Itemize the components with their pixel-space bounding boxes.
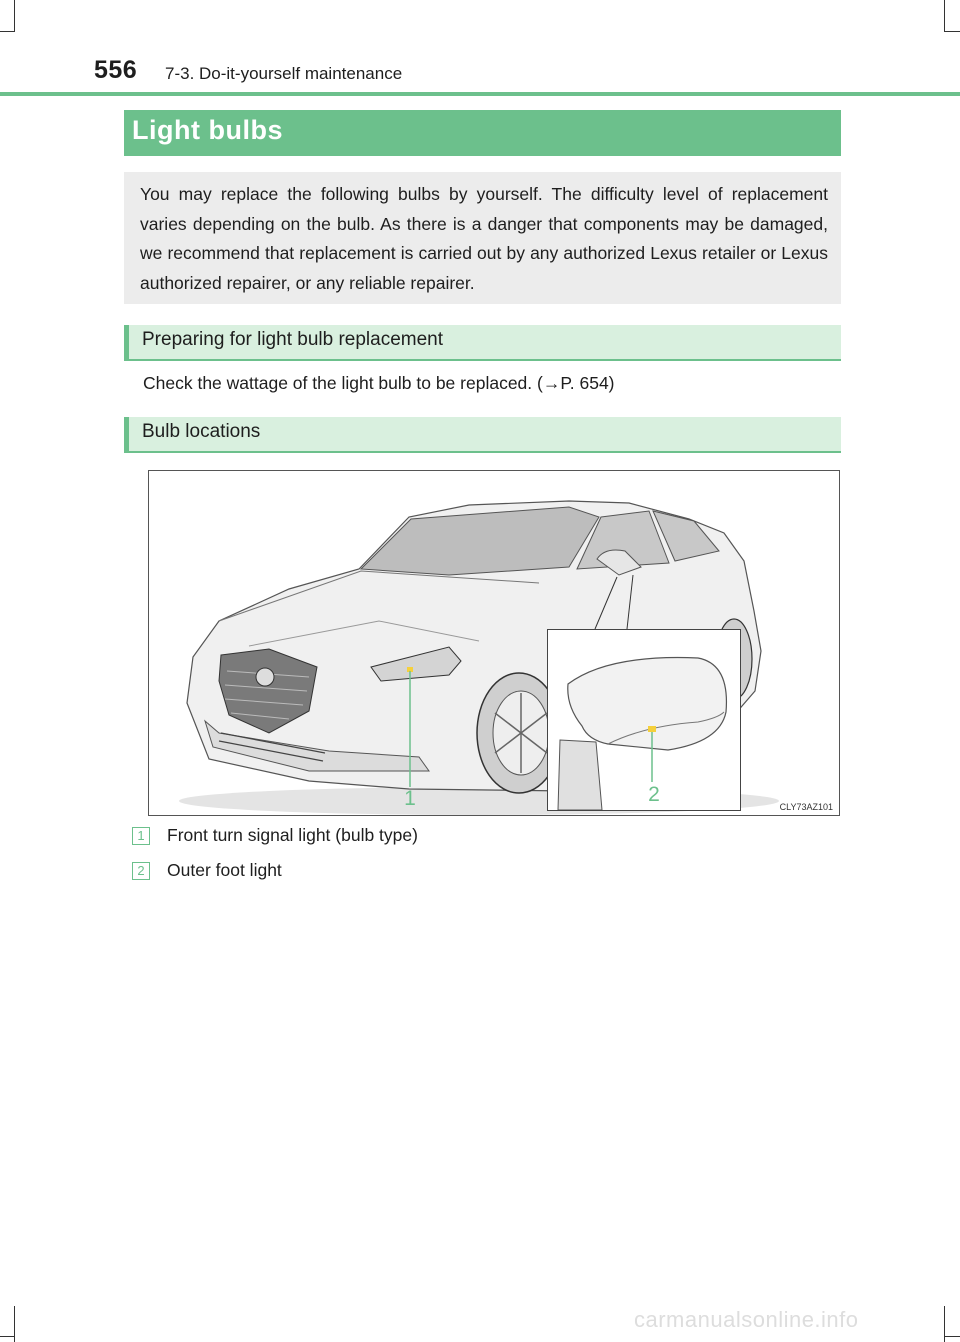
legend-number: 1 — [132, 827, 150, 845]
legend-number: 2 — [132, 862, 150, 880]
intro-box — [124, 172, 841, 304]
figure-code: CLY73AZ101 — [779, 802, 833, 812]
bulb-locations-figure — [148, 470, 840, 816]
crop-mark-top-left-h — [0, 31, 14, 32]
crop-mark-top-right-v — [944, 0, 945, 32]
crop-mark-bottom-left-h — [0, 1336, 14, 1337]
section-title-bar — [124, 110, 841, 156]
watermark: carmanualsonline.info — [634, 1307, 859, 1332]
crop-mark-bottom-left-v — [14, 1306, 15, 1342]
intro-text: You may replace the following bulbs by yourself. The difficulty level of replacement varies depending on the bulb. As there is a danger that components may be damaged, we recommend that replacement is carried out by any authorized Lexus retailer or Lexus authorized repairer, or any reliable repairer. — [140, 184, 828, 293]
crop-mark-bottom-right-h — [944, 1336, 960, 1337]
callout-1: 1 — [404, 787, 416, 810]
page-number: 556 — [94, 56, 138, 84]
header-rule — [0, 92, 960, 96]
crop-mark-top-left-v — [14, 0, 15, 32]
locations-heading: Bulb locations — [142, 421, 261, 442]
legend-text: Front turn signal light (bulb type) — [167, 825, 418, 845]
preparing-heading-bar — [124, 325, 841, 361]
preparing-text: Check the wattage of the light bulb to be replaced. (→P. 654) — [143, 373, 615, 393]
chapter-title: 7-3. Do-it-yourself maintenance — [165, 64, 403, 83]
section-title: Light bulbs — [132, 115, 283, 145]
crop-mark-top-right-h — [944, 31, 960, 32]
legend-text: Outer foot light — [167, 860, 282, 880]
locations-heading-bar — [124, 417, 841, 453]
callout-2: 2 — [648, 783, 660, 806]
preparing-heading: Preparing for light bulb replacement — [142, 329, 444, 350]
